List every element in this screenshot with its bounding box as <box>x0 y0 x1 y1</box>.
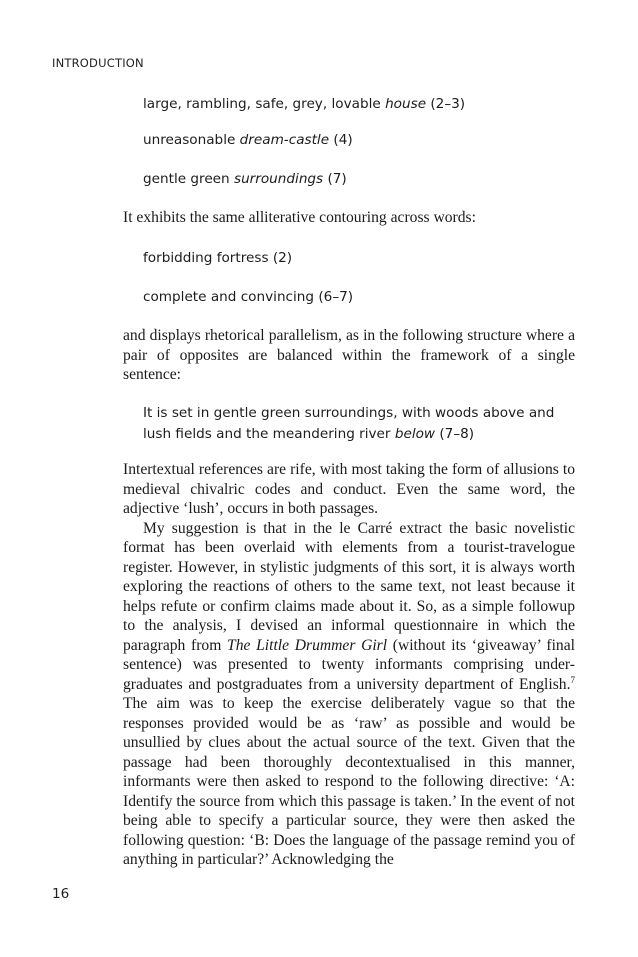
quote-keyword: below <box>394 426 436 442</box>
example-keyword: surroundings <box>233 171 324 187</box>
book-title: The Little Drummer Girl <box>227 636 388 654</box>
paragraph-suggestion <box>123 519 575 870</box>
paragraph-text: My suggestion is that in the le Carré extract the basic novelistic format has been overlaid with elements from a tourist-travelogue register. However, in stylistic judgments of this sort, it is always worth exploring the reactions of others to the same text, not least because it helps refute or confirm claims made about it. So, as a simple followup to the analysis, I devised an informal questionnaire in which the paragraph from <box>123 519 575 654</box>
example-text: large, rambling, safe, grey, lovable <box>143 96 386 112</box>
example-house <box>143 96 465 112</box>
example-dream-castle <box>143 132 353 148</box>
quote-text: It is set in gentle green surroundings, with woods above and lush fields and the meandering river <box>143 405 555 442</box>
body-text <box>123 460 575 870</box>
paragraph-intertextual: Intertextual references are rife, with most taking the form of allusions to medieval chivalric codes and conduct. Even the same word, the adjective ‘lush’, occurs in both passages. <box>123 461 575 517</box>
example-text: gentle green <box>143 171 234 187</box>
example-surroundings <box>143 171 347 187</box>
example-keyword: dream-castle <box>239 132 330 148</box>
lead-in-alliteration: It exhibits the same alliterative contouring across words: <box>123 209 476 226</box>
paragraph-text: The aim was to keep the exercise deliberately vague so that the responses provided would be as ‘raw’ as possible and would be unsullied by clues about the actual source of the text. Given that the passage had been thoroughly decontextualised in this manner, informants were then asked to respond to the following directive: ‘A: Identify the source from which this passage is taken.’ In the event of not being able to specify a particular source, they were then asked the following question: ‘B: Does the language of the passage remind you of anything in particular?’ Acknowledging the <box>123 695 575 868</box>
example-ref: (2–3) <box>426 96 466 112</box>
quote-ref: (7–8) <box>435 426 475 442</box>
paragraph-text: (without its ‘giveaway’ final sentence) was presented to twenty informants comprising under-graduates and postgraduates from a university department of English. <box>123 636 575 693</box>
block-quote <box>143 403 575 445</box>
example-complete-convincing: complete and convincing (6–7) <box>143 289 354 305</box>
footnote-marker: 7 <box>570 674 575 685</box>
example-keyword: house <box>385 96 427 112</box>
example-ref: (7) <box>323 171 347 187</box>
page-number: 16 <box>52 886 70 902</box>
example-forbidding-fortress: forbidding fortress (2) <box>143 250 293 266</box>
running-head: INTRODUCTION <box>52 56 144 70</box>
example-text: unreasonable <box>143 132 240 148</box>
lead-in-parallelism: and displays rhetorical parallelism, as in the following structure where a pair of opposites are balanced within the framework of a single sentence: <box>123 327 575 383</box>
example-ref: (4) <box>329 132 353 148</box>
